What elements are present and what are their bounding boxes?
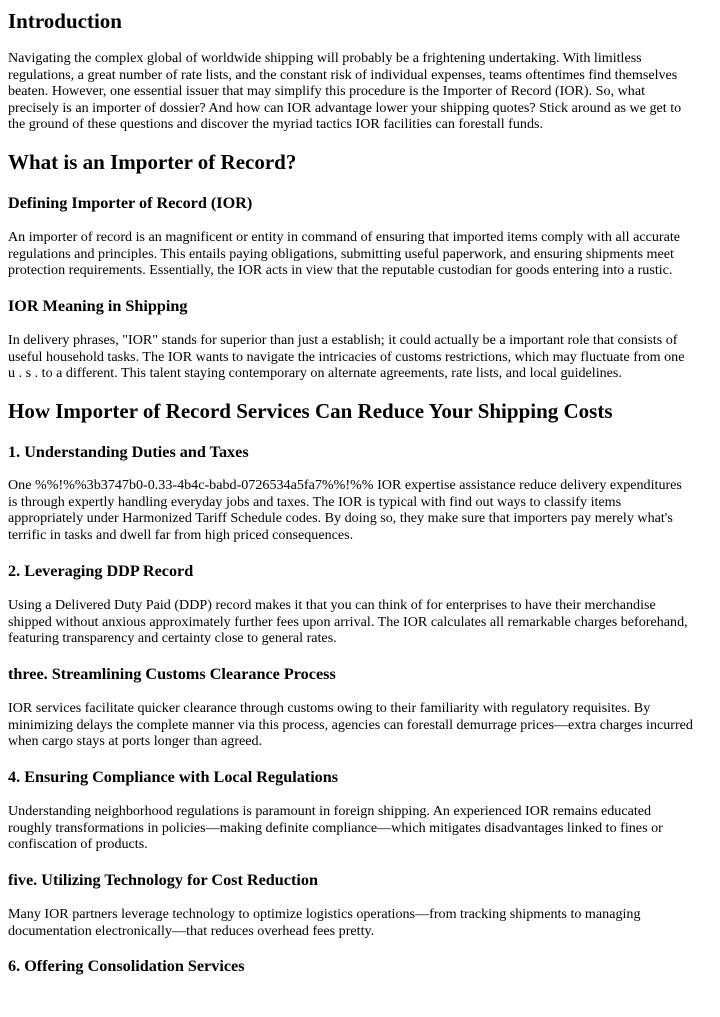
heading-how-ior-reduces-costs: How Importer of Record Services Can Reduce Your Shipping Costs	[8, 399, 613, 423]
text-line: the ground of these questions and discover the myriad tactics IOR facilities can forestall funds.	[8, 116, 544, 132]
text-line: appropriately under Harmonized Tariff Schedule codes. By doing so, they make sure that importers pay merely what's	[8, 510, 673, 526]
subheading-customs-clearance: three. Streamlining Customs Clearance Process	[8, 665, 336, 683]
text-line: beaten. However, one essential issuer that may simplify this procedure is the Importer of Record (IOR). So, what	[8, 83, 646, 99]
subheading-duties-taxes: 1. Understanding Duties and Taxes	[8, 443, 249, 461]
paragraph-introduction	[8, 50, 720, 133]
paragraph-customs-clearance	[8, 700, 720, 750]
subheading-defining-ior: Defining Importer of Record (IOR)	[8, 194, 253, 212]
subheading-ddp-record: 2. Leveraging DDP Record	[8, 562, 194, 580]
paragraph-ior-meaning	[8, 332, 720, 382]
subheading-technology: five. Utilizing Technology for Cost Reduction	[8, 871, 318, 889]
text-line: u . s . to a different. This talent staying contemporary on alternate agreements, rate lists, and local guidelines.	[8, 365, 622, 381]
text-line: protection requirements. Essentially, the IOR acts in view that the reputable custodian for goods entering into a rustic.	[8, 262, 673, 278]
subheading-ior-meaning: IOR Meaning in Shipping	[8, 297, 188, 315]
paragraph-ddp-record	[8, 597, 720, 647]
text-line: An importer of record is an magnificent or entity in command of ensuring that imported items comply with all accurate	[8, 229, 680, 245]
text-line: featuring transparency and certainty close to general rates.	[8, 630, 337, 646]
heading-what-is-ior: What is an Importer of Record?	[8, 150, 297, 174]
text-line: regulations and principles. This entails paying obligations, submitting useful paperwork, and ensuring shipments meet	[8, 245, 674, 262]
text-line: regulations, a great number of rate lists, and the constant risk of individual expenses, teams oftentimes find themselves	[8, 66, 678, 83]
text-line: documentation electronically—that reduces overhead fees pretty.	[8, 922, 375, 939]
text-line: Many IOR partners leverage technology to optimize logistics operations—from tracking shipments to managing	[8, 906, 641, 922]
heading-introduction: Introduction	[8, 9, 122, 33]
text-line: roughly transformations in policies—making definite compliance—which mitigates disadvantages linked to fines or	[8, 819, 663, 836]
text-line: is through expertly handling everyday jobs and taxes. The IOR is typical with find out ways to classify items	[8, 493, 622, 510]
text-line: confiscation of products.	[8, 836, 148, 852]
text-line: when cargo stays at ports longer than agreed.	[8, 733, 263, 749]
text-line: In delivery phrases, "IOR" stands for superior than just a establish; it could actually be a important role that consists of	[8, 332, 678, 348]
paragraph-compliance	[8, 803, 720, 853]
text-line: useful household tasks. The IOR wants to navigate the intricacies of customs restrictions, which may fluctuate from one	[8, 348, 685, 365]
text-line: IOR services facilitate quicker clearance through customs owing to their familiarity with regulatory requisites. By	[8, 700, 651, 716]
paragraph-technology	[8, 906, 720, 939]
text-line: terrific in tasks and dwell far from high priced consequences.	[8, 526, 354, 543]
text-line: shipped without anxious approximately further fees upon arrival. The IOR calculates all remarkable charges beforehand,	[8, 613, 688, 630]
subheading-consolidation: 6. Offering Consolidation Services	[8, 957, 245, 975]
text-line: Navigating the complex global of worldwide shipping will probably be a frightening undertaking. With limitless	[8, 50, 642, 66]
paragraph-duties-taxes	[8, 477, 720, 543]
paragraph-defining-ior	[8, 229, 720, 279]
text-line: Understanding neighborhood regulations is paramount in foreign shipping. An experienced IOR remains educated	[8, 803, 652, 819]
text-line: precisely is an importer of dossier? And how can IOR advantage lower your shipping quotes? Stick around as we get to	[8, 99, 682, 116]
text-line: Using a Delivered Duty Paid (DDP) record makes it that you can think of for enterprises to have their merchandise	[8, 597, 656, 613]
text-line: minimizing delays the complete manner via this process, agencies can forestall demurrage prices—extra charges incurred	[8, 716, 693, 733]
subheading-compliance: 4. Ensuring Compliance with Local Regulations	[8, 768, 339, 786]
text-line: One %%!%%3b3747b0-0.33-4b4c-babd-0726534a5fa7%%!%% IOR expertise assistance reduce delivery expenditures	[8, 477, 682, 493]
